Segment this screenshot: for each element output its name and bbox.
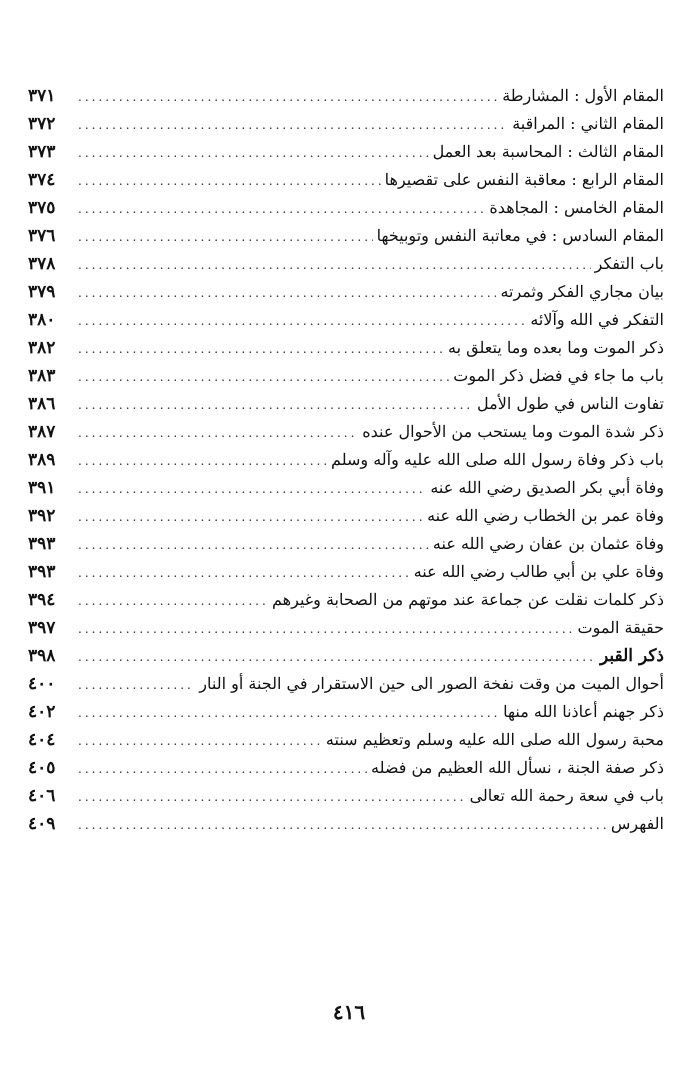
toc-entry-title: أحوال الميت من وقت نفخة الصور الى حين الاستقرار في الجنة أو النار bbox=[199, 674, 664, 693]
dot-leader bbox=[78, 615, 574, 643]
toc-entry-title: وفاة عثمان بن عفان رضي الله عنه bbox=[432, 534, 664, 553]
toc-entry-page: ٣٧٨ bbox=[28, 254, 56, 274]
toc-entry-title: وفاة علي بن أبي طالب رضي الله عنه bbox=[413, 562, 664, 581]
toc-entry-title: وفاة عمر بن الخطاب رضي الله عنه bbox=[427, 506, 664, 525]
toc-entry-page: ٣٩٨ bbox=[28, 646, 56, 666]
toc-entry-page: ٣٨٢ bbox=[28, 338, 56, 358]
toc-entry bbox=[28, 642, 664, 670]
dot-leader bbox=[78, 783, 466, 811]
toc-entry-title: بيان مجاري الفكر وثمرته bbox=[500, 282, 664, 301]
toc-entry-page: ٣٧٩ bbox=[28, 282, 56, 302]
toc-entry bbox=[28, 810, 664, 838]
dot-leader bbox=[78, 307, 526, 335]
toc-entry bbox=[28, 502, 664, 530]
toc-entry-page: ٣٧٤ bbox=[28, 170, 56, 190]
toc-entry-page: ٣٩٢ bbox=[28, 506, 56, 526]
toc-entry-title: ذكر القبر bbox=[600, 646, 664, 666]
toc-entry bbox=[28, 782, 664, 810]
toc-entry-page: ٤٠٦ bbox=[28, 786, 56, 806]
toc-entry-page: ٣٩٣ bbox=[28, 562, 56, 582]
toc-entry bbox=[28, 278, 664, 306]
toc-entry-title: الفهرس bbox=[610, 814, 664, 833]
dot-leader bbox=[78, 727, 322, 755]
toc-entry-title: المقام الخامس : المجاهدة bbox=[489, 198, 664, 217]
toc-entry-page: ٣٩٣ bbox=[28, 534, 56, 554]
dot-leader bbox=[78, 83, 498, 111]
dot-leader bbox=[78, 475, 426, 503]
toc-entry bbox=[28, 334, 664, 362]
dot-leader bbox=[78, 811, 607, 839]
toc-entry-title: المقام الثاني : المراقبة bbox=[512, 114, 664, 133]
toc-entry-title: ذكر جهنم أعاذنا الله منها bbox=[503, 702, 664, 721]
toc-entry-page: ٣٩٧ bbox=[28, 618, 56, 638]
toc-entry-title: باب في سعة رحمة الله تعالى bbox=[469, 786, 664, 805]
toc-entry-title: باب ما جاء في فضل ذكر الموت bbox=[453, 366, 664, 385]
dot-leader bbox=[78, 167, 381, 195]
dot-leader bbox=[78, 251, 591, 279]
dot-leader bbox=[78, 755, 367, 783]
toc-entry-page: ٣٨٩ bbox=[28, 450, 56, 470]
toc-entry-title: المقام الرابع : معاقبة النفس على تقصيرها bbox=[384, 170, 664, 189]
toc-entry bbox=[28, 390, 664, 418]
dot-leader bbox=[78, 671, 195, 699]
toc-entry-title: وفاة أبي بكر الصديق رضي الله عنه bbox=[430, 478, 664, 497]
toc-entry-page: ٣٨٣ bbox=[28, 366, 56, 386]
dot-leader bbox=[78, 391, 473, 419]
dot-leader bbox=[78, 503, 423, 531]
toc-entry-title: المقام الأول : المشارطة bbox=[502, 86, 664, 105]
toc-entry-page: ٤٠٢ bbox=[28, 702, 56, 722]
dot-leader bbox=[78, 195, 485, 223]
table-of-contents bbox=[28, 82, 664, 838]
toc-entry-page: ٣٩٤ bbox=[28, 590, 56, 610]
dot-leader bbox=[78, 279, 496, 307]
toc-entry-title: المقام الثالث : المحاسبة بعد العمل bbox=[432, 142, 664, 161]
toc-entry-page: ٤٠٥ bbox=[28, 758, 56, 778]
dot-leader bbox=[78, 643, 596, 671]
toc-entry-title: حقيقة الموت bbox=[577, 618, 664, 637]
dot-leader bbox=[78, 699, 499, 727]
toc-entry bbox=[28, 82, 664, 110]
toc-entry-title: ذكر كلمات نقلت عن جماعة عند موتهم من الصحابة وغيرهم bbox=[272, 590, 664, 609]
dot-leader bbox=[78, 419, 358, 447]
page-number: ٤١٦ bbox=[332, 1000, 366, 1024]
toc-entry-page: ٣٧٣ bbox=[28, 142, 56, 162]
toc-entry-title: محبة رسول الله صلى الله عليه وسلم وتعظيم سنته bbox=[325, 730, 664, 749]
dot-leader bbox=[78, 111, 508, 139]
toc-entry bbox=[28, 558, 664, 586]
toc-entry bbox=[28, 194, 664, 222]
toc-entry bbox=[28, 754, 664, 782]
toc-entry-page: ٣٧١ bbox=[28, 86, 56, 106]
toc-entry bbox=[28, 530, 664, 558]
toc-entry-page: ٤٠٤ bbox=[28, 730, 56, 750]
toc-entry-title: باب التفكر bbox=[594, 254, 664, 273]
toc-entry bbox=[28, 446, 664, 474]
toc-entry-page: ٣٨٧ bbox=[28, 422, 56, 442]
toc-entry bbox=[28, 670, 664, 698]
toc-entry bbox=[28, 474, 664, 502]
toc-entry-title: ذكر شدة الموت وما يستحب من الأحوال عنده bbox=[362, 422, 664, 441]
toc-entry bbox=[28, 586, 664, 614]
toc-entry bbox=[28, 166, 664, 194]
toc-entry bbox=[28, 362, 664, 390]
toc-entry bbox=[28, 110, 664, 138]
dot-leader bbox=[78, 363, 449, 391]
toc-entry-title: المقام السادس : في معاتبة النفس وتوبيخها bbox=[376, 226, 664, 245]
toc-entry-title: التفكر في الله وآلائه bbox=[530, 310, 664, 329]
toc-entry bbox=[28, 250, 664, 278]
toc-entry-page: ٣٧٥ bbox=[28, 198, 56, 218]
toc-entry bbox=[28, 698, 664, 726]
toc-entry-page: ٤٠٠ bbox=[28, 674, 56, 694]
toc-entry-title: ذكر صفة الجنة ، نسأل الله العظيم من فضله bbox=[371, 758, 664, 777]
toc-entry bbox=[28, 138, 664, 166]
dot-leader bbox=[78, 447, 327, 475]
dot-leader bbox=[78, 531, 429, 559]
toc-entry-page: ٣٩١ bbox=[28, 478, 56, 498]
toc-entry bbox=[28, 418, 664, 446]
toc-entry bbox=[28, 614, 664, 642]
dot-leader bbox=[78, 587, 268, 615]
dot-leader bbox=[78, 139, 429, 167]
dot-leader bbox=[78, 559, 410, 587]
toc-entry-title: تفاوت الناس في طول الأمل bbox=[477, 394, 664, 413]
toc-entry-page: ٣٧٦ bbox=[28, 226, 56, 246]
toc-entry-title: باب ذكر وفاة رسول الله صلى الله عليه وآله وسلم bbox=[331, 450, 664, 469]
toc-entry bbox=[28, 306, 664, 334]
toc-entry bbox=[28, 222, 664, 250]
toc-entry-page: ٣٧٢ bbox=[28, 114, 56, 134]
dot-leader bbox=[78, 223, 373, 251]
toc-entry-title: ذكر الموت وما بعده وما يتعلق به bbox=[448, 338, 664, 357]
toc-entry bbox=[28, 726, 664, 754]
toc-entry-page: ٣٨٦ bbox=[28, 394, 56, 414]
toc-entry-page: ٣٨٠ bbox=[28, 310, 56, 330]
toc-entry-page: ٤٠٩ bbox=[28, 814, 56, 834]
dot-leader bbox=[78, 335, 444, 363]
